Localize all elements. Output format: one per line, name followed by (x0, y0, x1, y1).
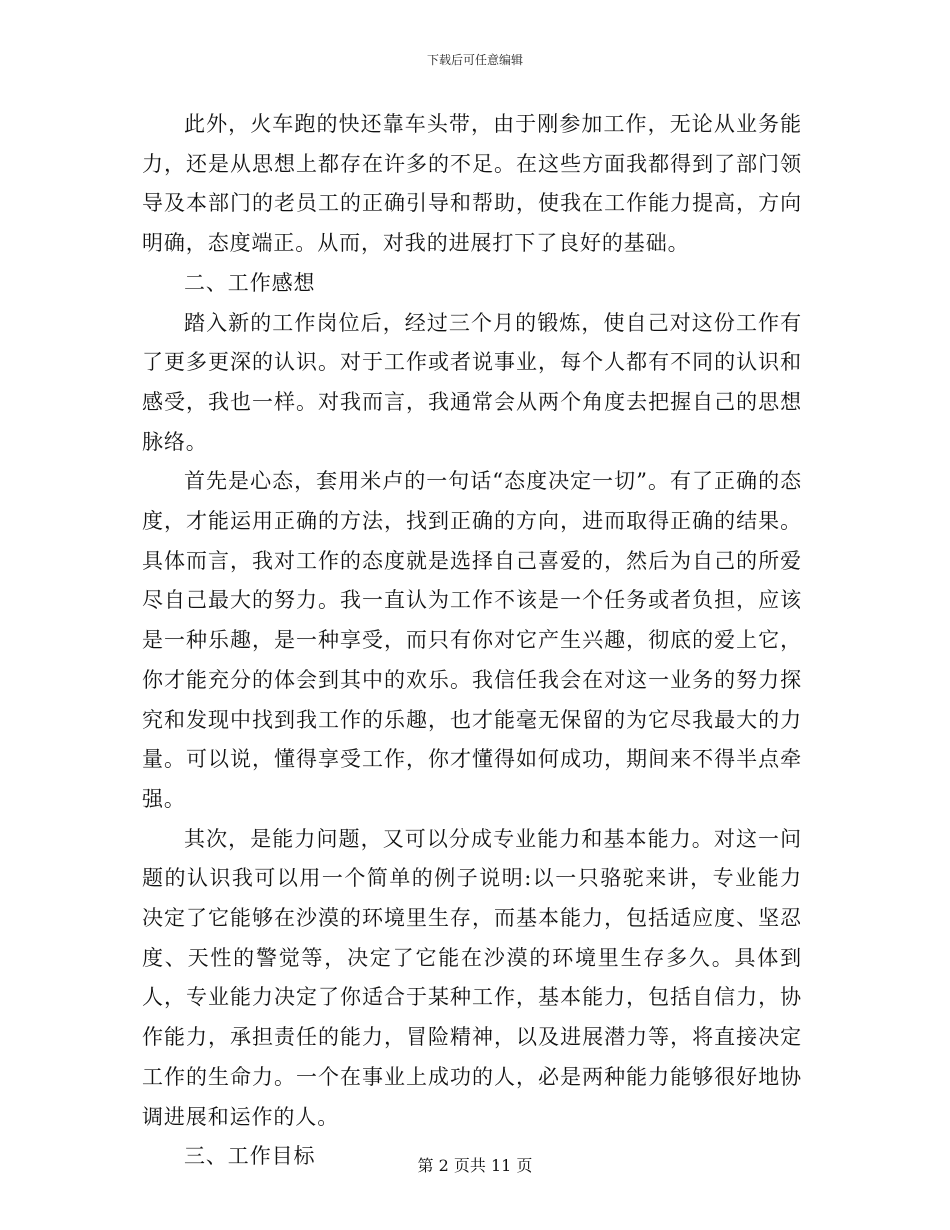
paragraph-ability: 其次，是能力问题，又可以分成专业能力和基本能力。对这一问题的认识我可以用一个简单的例子说明:以一只骆驼来讲，专业能力决定了它能够在沙漠的环境里生存，而基本能力，包括适应度、坚忍度、天性的警觉等，决定了它能在沙漠的环境里生存多久。具体到人，专业能力决定了你适合于某种工作，基本能力，包括自信力，协作能力，承担责任的能力，冒险精神，以及进展潜力等，将直接决定工作的生命力。一个在事业上成功的人，必是两种能力能够很好地协调进展和运作的人。 (142, 826, 802, 1129)
section-heading-work-goals: 三、工作目标 (184, 1144, 316, 1169)
section-heading-work-reflections: 二、工作感想 (184, 270, 316, 295)
paragraph-new-position: 踏入新的工作岗位后，经过三个月的锻炼，使自己对这份工作有了更多更深的认识。对于工作或者说事业，每个人都有不同的认识和感受，我也一样。对我而言，我通常会从两个角度去把握自己的思想脉络。 (142, 310, 802, 454)
document-body (142, 105, 802, 1177)
page-number: 第 2 页共 11 页 (417, 1156, 533, 1175)
page-header: 下载后可任意编辑 (426, 53, 523, 67)
paragraph-guidance: 此外，火车跑的快还靠车头带，由于刚参加工作，无论从业务能力，还是从思想上都存在许多的不足。在这些方面我都得到了部门领导及本部门的老员工的正确引导和帮助，使我在工作能力提高，方向明确，态度端正。从而，对我的进展打下了良好的基础。 (142, 112, 802, 256)
paragraph-attitude: 首先是心态，套用米卢的一句话“态度决定一切”。有了正确的态度，才能运用正确的方法，找到正确的方向，进而取得正确的结果。具体而言，我对工作的态度就是选择自己喜爱的，然后为自己的所爱尽自己最大的努力。我一直认为工作不该是一个任务或者负担，应该是一种乐趣，是一种享受，而只有你对它产生兴趣，彻底的爱上它，你才能充分的体会到其中的欢乐。我信任我会在对这一业务的努力探究和发现中找到我工作的乐趣，也才能毫无保留的为它尽我最大的力量。可以说，懂得享受工作，你才懂得如何成功，期间来不得半点牵强。 (142, 469, 802, 811)
